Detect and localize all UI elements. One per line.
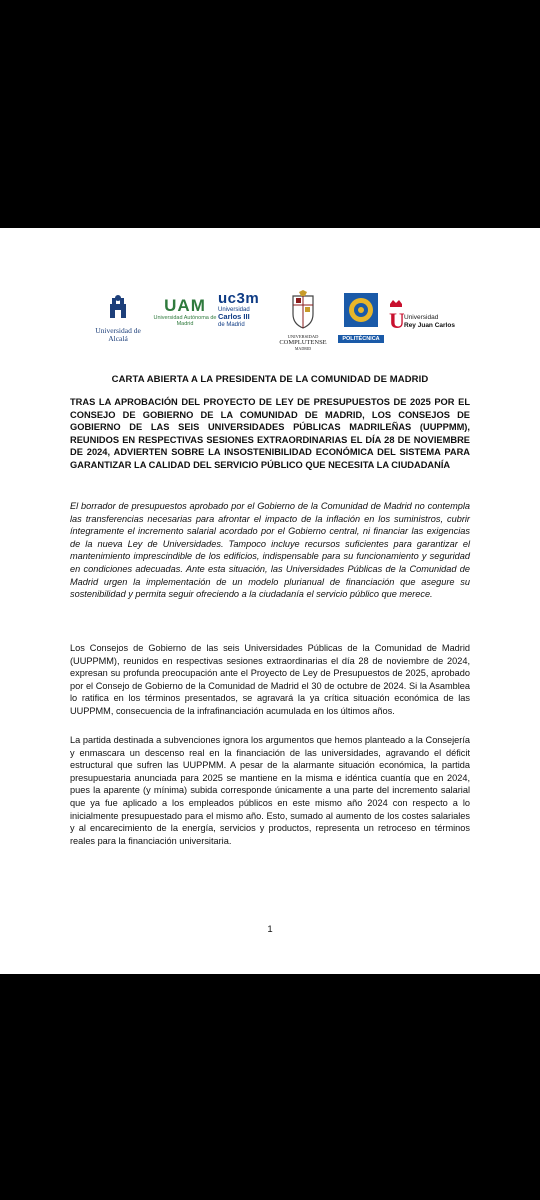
- complutense-caption-mid: COMPLUTENSE: [279, 338, 327, 346]
- uam-logo: [150, 296, 220, 328]
- body-paragraph-2: La partida destinada a subvenciones ignora los argumentos que hemos planteado a la Consejería y enmascara un descenso real en la financiación de las universidades, agravando el déficit estructural que sufren las UUPPMM. A pesar de la alarmante situación económica, la partida presupuestaria anunciada para 2025 se mantiene en la misma e idéntica cuantía que en 2024, pues la aparente (y mínima) subida corresponde únicamente a una parte del incremento salarial que ya fue aplicado a los empleados públicos en este mismo año 2024 con respecto a lo inicialmente presupuestado para el mismo año. Esto, sumado al aumento de los costes salariales y al encarecimiento de la energía, servicios y productos, representa un retroceso en términos reales para la financiación universitaria.: [70, 735, 470, 846]
- svg-text:U: U: [389, 308, 404, 333]
- urjc-caption-top: Universidad: [404, 314, 439, 321]
- complutense-crest-icon: [272, 290, 334, 330]
- intro-heading: TRAS LA APROBACIÓN DEL PROYECTO DE LEY DE PRESUPUESTOS DE 2025 POR EL CONSEJO DE GOBIERNO DE LA COMUNIDAD DE MADRID, LOS CONSEJOS DE GOBIERNO DE LAS SEIS UNIVERSIDADES PÚBLICAS MADRILEÑAS (UUPPMM), REUNIDOS EN RESPECTIVAS SESIONES EXTRAORDINARIAS EL DÍA 28 DE NOVIEMBRE DE 2024, ADVIERTEN SOBRE LA INSOSTENIBILIDAD ECONÓMICA DEL SISTEMA PARA GARANTIZAR LA CALIDAD DEL SERVICIO PÚBLICO QUE NECESITA LA CIUDADANÍA: [70, 397, 470, 470]
- document-page: [0, 228, 540, 974]
- uam-caption: Universidad Autónoma de Madrid: [153, 315, 217, 327]
- letter-title: CARTA ABIERTA A LA PRESIDENTA DE LA COMUNIDAD DE MADRID: [111, 374, 429, 385]
- urjc-crown-icon: [388, 298, 404, 334]
- urjc-logo: [388, 298, 472, 339]
- alcala-logo: [90, 294, 146, 343]
- uc3m-logo: [218, 290, 264, 328]
- university-logos-row: [70, 290, 470, 370]
- uc3m-caption-mid: Carlos III: [218, 312, 250, 322]
- urjc-caption-bottom: Rey Juan Carlos: [404, 322, 455, 330]
- uc3m-caption-bottom: de Madrid: [218, 321, 245, 328]
- summary-paragraph: El borrador de presupuestos aprobado por el Gobierno de la Comunidad de Madrid no contempla las transferencias necesarias para afrontar el impacto de la inflación en los suministros, cubrir íntegramente el incremento salarial acordado por el Gobierno central, ni financiar las exigencias de la nueva Ley de Universidades. Tampoco incluye recursos suficientes para garantizar el mantenimiento imprescindible de los edificios, indispensable para su funcionamiento y seguridad en condiciones adecuadas. Ante esta situación, las Universidades Públicas de la Comunidad de Madrid urgen la implementación de un modelo plurianual de financiación que asegure su sostenibilidad y permita seguir ofreciendo a la ciudadanía el servicio público que merece.: [70, 501, 470, 600]
- body-paragraph-1: Los Consejos de Gobierno de las seis Universidades Públicas de la Comunidad de Madrid (UUPPMM), reunidos en respectivas sesiones extraordinarias el día 28 de noviembre de 2024, expresan su profunda preocupación ante el Proyecto de Ley de Presupuestos de 2025, aprobado por el Consejo de Gobierno de la Comunidad de Madrid el 30 de octubre de 2024. Si la Asamblea lo ratifica en los términos presentados, se agravará la ya crítica situación económica de las UUPPMM, consecuencia de la infrafinanciación acumulada en los últimos años.: [70, 643, 470, 716]
- uc3m-mark: uc3m: [218, 290, 260, 307]
- alcala-crest-icon: [90, 294, 146, 322]
- politecnica-logo: [338, 292, 384, 343]
- politecnica-crest-icon: [338, 292, 384, 328]
- complutense-caption-bottom: MADRID: [294, 345, 312, 351]
- page-number: 1: [267, 924, 273, 935]
- uam-mark: UAM: [164, 296, 206, 315]
- politecnica-caption: POLITÉCNICA: [338, 335, 384, 343]
- alcala-caption: Universidad de Alcalá: [95, 326, 141, 343]
- uc3m-caption-top: Universidad: [218, 307, 250, 313]
- complutense-logo: [272, 290, 334, 351]
- complutense-caption-top: UNIVERSIDAD: [287, 334, 319, 339]
